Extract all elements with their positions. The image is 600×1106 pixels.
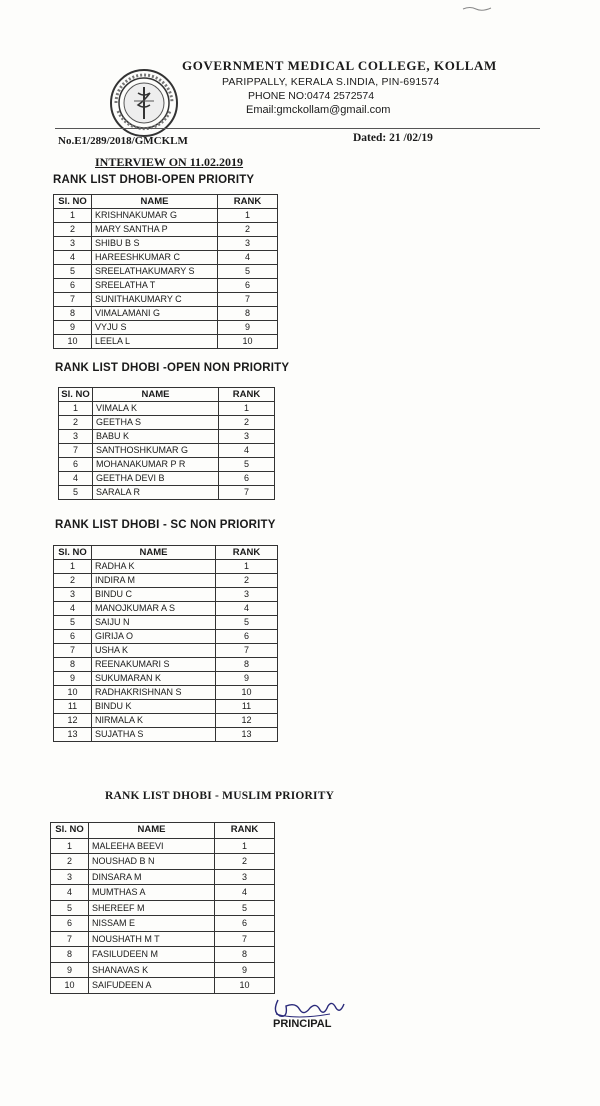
name-cell: USHA K (92, 644, 216, 658)
reference-number: No.E1/289/2018/GMCKLM (58, 135, 188, 147)
table-row (59, 444, 275, 458)
column-header: RANK (215, 823, 275, 839)
rank-table-open-priority (53, 194, 278, 349)
rank-table-open-non-priority (58, 387, 275, 500)
rank-cell: 5 (219, 458, 275, 472)
table-row (54, 616, 278, 630)
table-row (59, 416, 275, 430)
rank-cell: 6 (216, 630, 278, 644)
rank-table-muslim-priority (50, 822, 275, 994)
name-cell: GIRIJA O (92, 630, 216, 644)
table-row (59, 430, 275, 444)
rank-cell: 4 (216, 602, 278, 616)
table-row (51, 978, 275, 994)
serial-cell: 9 (51, 962, 89, 978)
table-row (54, 658, 278, 672)
name-cell: GEETHA DEVI B (93, 472, 219, 486)
rank-list-title-open-non-priority: RANK LIST DHOBI -OPEN NON PRIORITY (55, 362, 290, 374)
rank-cell: 3 (219, 430, 275, 444)
serial-cell: 13 (54, 728, 92, 742)
college-email: Email:gmckollam@gmail.com (246, 104, 391, 116)
rank-cell: 7 (218, 293, 278, 307)
name-cell: BINDU K (92, 700, 216, 714)
table-row (54, 279, 278, 293)
name-cell: SHIBU B S (92, 237, 218, 251)
rank-list-title-sc-non-priority: RANK LIST DHOBI - SC NON PRIORITY (55, 519, 276, 531)
serial-cell: 3 (51, 869, 89, 885)
rank-cell: 3 (215, 869, 275, 885)
rank-cell: 2 (216, 574, 278, 588)
name-cell: SAIFUDEEN A (89, 978, 215, 994)
name-cell: KRISHNAKUMAR G (92, 209, 218, 223)
table-row (54, 714, 278, 728)
name-cell: MANOJKUMAR A S (92, 602, 216, 616)
rank-cell: 6 (219, 472, 275, 486)
rank-cell: 6 (215, 916, 275, 932)
serial-cell: 1 (59, 402, 93, 416)
rank-cell: 1 (218, 209, 278, 223)
serial-cell: 10 (54, 686, 92, 700)
name-cell: NOUSHATH M T (89, 931, 215, 947)
name-cell: REENAKUMARI S (92, 658, 216, 672)
table-row (51, 838, 275, 854)
table-row (59, 486, 275, 500)
serial-cell: 1 (51, 838, 89, 854)
rank-cell: 9 (215, 962, 275, 978)
name-cell: MARY SANTHA P (92, 223, 218, 237)
serial-cell: 12 (54, 714, 92, 728)
table-row (59, 472, 275, 486)
serial-cell: 5 (54, 616, 92, 630)
rank-cell: 12 (216, 714, 278, 728)
college-phone: PHONE NO:0474 2572574 (248, 90, 375, 102)
name-cell: SARALA R (93, 486, 219, 500)
rank-cell: 7 (216, 644, 278, 658)
rank-cell: 7 (215, 931, 275, 947)
name-cell: BABU K (93, 430, 219, 444)
column-header: Sl. NO (59, 388, 93, 402)
rank-cell: 3 (216, 588, 278, 602)
college-address: PARIPPALLY, KERALA S.INDIA, PIN-691574 (222, 76, 440, 88)
serial-cell: 9 (54, 321, 92, 335)
name-cell: NISSAM E (89, 916, 215, 932)
rank-table-sc-non-priority (53, 545, 278, 742)
name-cell: HAREESHKUMAR C (92, 251, 218, 265)
column-header: RANK (219, 388, 275, 402)
serial-cell: 7 (51, 931, 89, 947)
interview-heading: INTERVIEW ON 11.02.2019 (95, 155, 244, 169)
serial-cell: 6 (54, 630, 92, 644)
serial-cell: 4 (54, 251, 92, 265)
serial-cell: 7 (54, 644, 92, 658)
column-header: NAME (92, 195, 218, 209)
table-row (51, 885, 275, 901)
serial-cell: 1 (54, 209, 92, 223)
rank-cell: 11 (216, 700, 278, 714)
table-row (54, 588, 278, 602)
serial-cell: 8 (54, 307, 92, 321)
name-cell: BINDU C (92, 588, 216, 602)
serial-cell: 5 (51, 900, 89, 916)
serial-cell: 8 (51, 947, 89, 963)
name-cell: RADHA K (92, 560, 216, 574)
table-row (51, 931, 275, 947)
column-header: Sl. NO (54, 546, 92, 560)
name-cell: MUMTHAS A (89, 885, 215, 901)
table-row (54, 237, 278, 251)
rank-cell: 7 (219, 486, 275, 500)
rank-cell: 8 (215, 947, 275, 963)
principal-designation: PRINCIPAL (273, 1018, 332, 1030)
rank-cell: 8 (218, 307, 278, 321)
table-row (54, 265, 278, 279)
name-cell: SUNITHAKUMARY C (92, 293, 218, 307)
name-cell: SAIJU N (92, 616, 216, 630)
serial-cell: 2 (54, 574, 92, 588)
college-name: GOVERNMENT MEDICAL COLLEGE, KOLLAM (182, 58, 497, 73)
rank-cell: 2 (218, 223, 278, 237)
rank-list-title-open-priority: RANK LIST DHOBI-OPEN PRIORITY (53, 174, 255, 186)
table-row (54, 335, 278, 349)
serial-cell: 8 (54, 658, 92, 672)
serial-cell: 9 (54, 672, 92, 686)
rank-cell: 2 (219, 416, 275, 430)
name-cell: MALEEHA BEEVI (89, 838, 215, 854)
name-cell: RADHAKRISHNAN S (92, 686, 216, 700)
rank-cell: 4 (215, 885, 275, 901)
serial-cell: 11 (54, 700, 92, 714)
table-row (54, 560, 278, 574)
name-cell: SUJATHA S (92, 728, 216, 742)
table-row (59, 402, 275, 416)
serial-cell: 2 (54, 223, 92, 237)
table-row (59, 458, 275, 472)
name-cell: VIMALA K (93, 402, 219, 416)
serial-cell: 6 (54, 279, 92, 293)
serial-cell: 1 (54, 560, 92, 574)
name-cell: MOHANAKUMAR P R (93, 458, 219, 472)
name-cell: SHANAVAS K (89, 962, 215, 978)
table-row (54, 209, 278, 223)
rank-cell: 5 (218, 265, 278, 279)
rank-cell: 5 (215, 900, 275, 916)
serial-cell: 6 (59, 458, 93, 472)
column-header: NAME (89, 823, 215, 839)
rank-cell: 6 (218, 279, 278, 293)
table-row (54, 672, 278, 686)
name-cell: VIMALAMANI G (92, 307, 218, 321)
serial-cell: 5 (54, 265, 92, 279)
name-cell: SUKUMARAN K (92, 672, 216, 686)
rank-cell: 2 (215, 854, 275, 870)
rank-cell: 4 (218, 251, 278, 265)
column-header: RANK (216, 546, 278, 560)
rank-cell: 1 (215, 838, 275, 854)
table-row (54, 602, 278, 616)
name-cell: SREELATHAKUMARY S (92, 265, 218, 279)
table-row (54, 630, 278, 644)
name-cell: SHEREEF M (89, 900, 215, 916)
table-row (51, 916, 275, 932)
rank-cell: 9 (216, 672, 278, 686)
table-row (54, 644, 278, 658)
table-row (54, 574, 278, 588)
serial-cell: 7 (59, 444, 93, 458)
name-cell: FASILUDEEN M (89, 947, 215, 963)
table-row (54, 223, 278, 237)
serial-cell: 7 (54, 293, 92, 307)
name-cell: DINSARA M (89, 869, 215, 885)
column-header: RANK (218, 195, 278, 209)
serial-cell: 2 (59, 416, 93, 430)
serial-cell: 2 (51, 854, 89, 870)
name-cell: GEETHA S (93, 416, 219, 430)
serial-cell: 4 (51, 885, 89, 901)
column-header: Sl. NO (54, 195, 92, 209)
table-row (54, 251, 278, 265)
serial-cell: 3 (59, 430, 93, 444)
rank-cell: 3 (218, 237, 278, 251)
serial-cell: 4 (54, 602, 92, 616)
table-row (51, 869, 275, 885)
column-header: NAME (93, 388, 219, 402)
rank-cell: 10 (216, 686, 278, 700)
rank-cell: 8 (216, 658, 278, 672)
name-cell: SREELATHA T (92, 279, 218, 293)
rank-cell: 10 (215, 978, 275, 994)
rank-cell: 5 (216, 616, 278, 630)
serial-cell: 3 (54, 237, 92, 251)
name-cell: NOUSHAD B N (89, 854, 215, 870)
table-row (51, 900, 275, 916)
table-row (54, 321, 278, 335)
name-cell: INDIRA M (92, 574, 216, 588)
column-header: NAME (92, 546, 216, 560)
table-row (51, 854, 275, 870)
name-cell: VYJU S (92, 321, 218, 335)
serial-cell: 3 (54, 588, 92, 602)
table-row (54, 293, 278, 307)
scan-mark-icon (462, 5, 492, 13)
rank-cell: 10 (218, 335, 278, 349)
table-row (54, 686, 278, 700)
name-cell: NIRMALA K (92, 714, 216, 728)
name-cell: SANTHOSHKUMAR G (93, 444, 219, 458)
serial-cell: 10 (51, 978, 89, 994)
table-row (54, 307, 278, 321)
rank-list-title-muslim-priority: RANK LIST DHOBI - MUSLIM PRIORITY (105, 790, 335, 802)
rank-cell: 1 (216, 560, 278, 574)
table-row (54, 700, 278, 714)
header-divider (55, 128, 540, 129)
serial-cell: 4 (59, 472, 93, 486)
rank-cell: 9 (218, 321, 278, 335)
table-row (51, 962, 275, 978)
document-date: Dated: 21 /02/19 (353, 132, 433, 144)
serial-cell: 5 (59, 486, 93, 500)
table-row (51, 947, 275, 963)
rank-cell: 1 (219, 402, 275, 416)
name-cell: LEELA L (92, 335, 218, 349)
rank-cell: 4 (219, 444, 275, 458)
table-row (54, 728, 278, 742)
column-header: Sl. NO (51, 823, 89, 839)
serial-cell: 6 (51, 916, 89, 932)
serial-cell: 10 (54, 335, 92, 349)
rank-cell: 13 (216, 728, 278, 742)
